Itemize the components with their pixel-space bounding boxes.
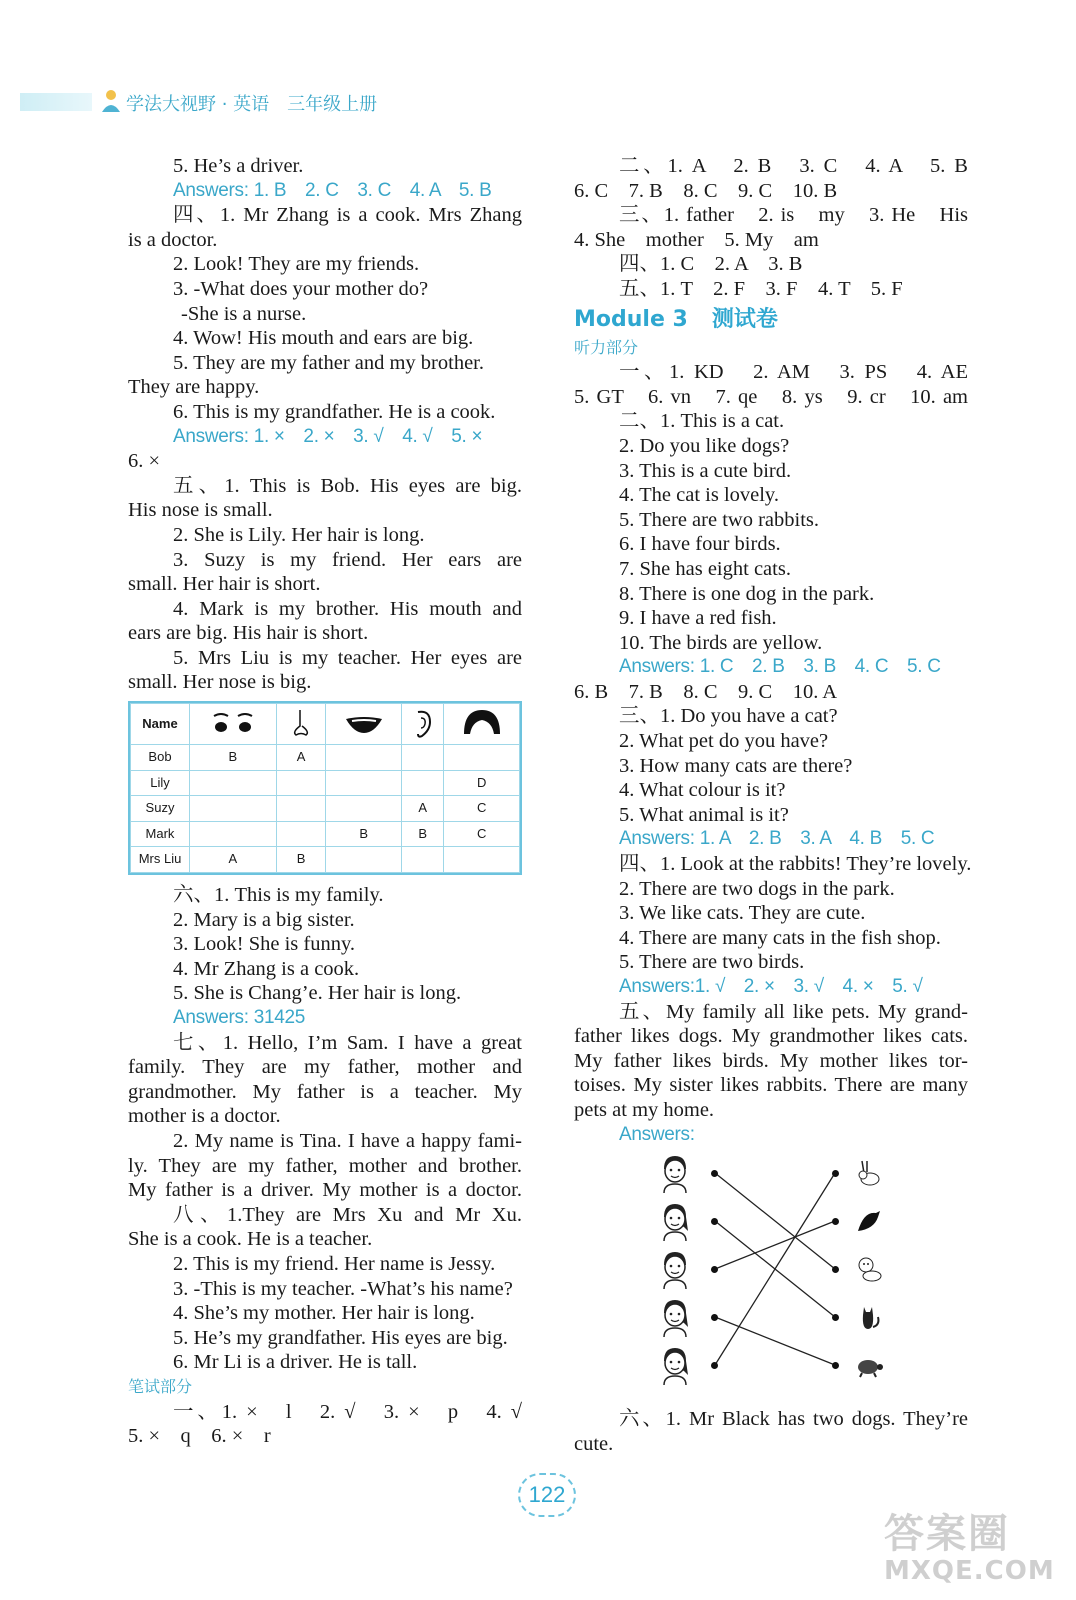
- matching-lines: [574, 1147, 968, 1407]
- watermark-logo: 答案圈 MXQE.COM: [884, 1511, 1055, 1586]
- answer-line: Answers: 31425: [173, 1007, 306, 1028]
- text-line: 3. This is a cute bird.: [619, 459, 792, 482]
- table-cell: [444, 745, 520, 771]
- page-number: 122: [518, 1473, 576, 1517]
- table-cell: D: [444, 770, 520, 796]
- eyes-icon: [190, 704, 277, 745]
- table-header-row: [131, 704, 520, 745]
- table-cell: [276, 821, 326, 847]
- answer-line: Answers:1. √ 2. × 3. √ 4. × 5. √: [619, 976, 923, 997]
- mother-face-icon: [658, 1297, 692, 1337]
- text-line: 三、1. father 2. is my 3. He His: [619, 204, 968, 227]
- table-cell: [401, 745, 443, 771]
- sister-face-icon: [658, 1345, 692, 1385]
- table-cell: A: [276, 745, 326, 771]
- table-cell: [190, 796, 277, 822]
- text-line: -She is a nurse.: [181, 302, 307, 325]
- row-name: Suzy: [131, 796, 190, 822]
- text-line: 2. What pet do you have?: [619, 730, 829, 753]
- text-line: 2. My name is Tina. I have a happy fami-: [173, 1129, 522, 1152]
- text-line: 三、1. Do you have a cat?: [619, 705, 838, 728]
- text-line: 二、1. This is a cat.: [619, 410, 785, 433]
- text-line: 5. Mrs Liu is my teacher. Her eyes are: [173, 646, 522, 669]
- hair-icon: [444, 704, 520, 745]
- text-line: 四、1. C 2. A 3. B: [619, 253, 803, 276]
- row-name: Mark: [131, 821, 190, 847]
- text-line: 四、1. Mr Zhang is a cook. Mrs Zhang: [173, 204, 522, 227]
- text-line: 4. She mother 5. My am: [574, 228, 819, 251]
- text-line: 六、1. Mr Black has two dogs. They’re: [619, 1408, 968, 1431]
- text-line: 4. Mark is my brother. His mouth and: [173, 597, 522, 620]
- tortoise-icon: [854, 1351, 884, 1379]
- table-row: [131, 745, 520, 771]
- text-line: 3. -This is my teacher. -What’s his name?: [173, 1277, 513, 1300]
- right-text-block-2: [574, 336, 972, 1148]
- table-row: [131, 821, 520, 847]
- text-line: 七、1. Hello, I’m Sam. I have a great: [173, 1031, 522, 1054]
- answer-line: Answers: 1. A 2. B 3. A 4. B 5. C: [619, 828, 935, 850]
- father-face-icon: [658, 1249, 692, 1289]
- text-line: She is a cook. He is a teacher.: [128, 1228, 373, 1251]
- text-line: 5. He’s my grandfather. His eyes are big.: [173, 1326, 508, 1349]
- text-line: grandmother. My father is a teacher. My: [128, 1080, 522, 1103]
- text-line: 2. There are two dogs in the park.: [619, 877, 895, 900]
- text-line: 一、1. KD 2. AM 3. PS 4. AE: [619, 361, 968, 384]
- left-column: [128, 154, 522, 1449]
- text-line: 3. We like cats. They are cute.: [619, 902, 866, 925]
- table-row: [131, 796, 520, 822]
- text-line: ly. They are my father, mother and brother.: [128, 1154, 522, 1177]
- text-line: 4. There are many cats in the fish shop.: [619, 926, 941, 949]
- text-line: 5. There are two birds.: [619, 951, 805, 974]
- text-line: 4. Mr Zhang is a cook.: [173, 957, 360, 980]
- text-line: 6. Mr Li is a driver. He is tall.: [173, 1351, 418, 1374]
- text-line: 四、1. Look at the rabbits! They’re lovely.: [619, 853, 972, 876]
- right-text-block: [574, 154, 968, 302]
- text-line: 8. There is one dog in the park.: [619, 582, 875, 605]
- text-line: is a doctor.: [128, 228, 218, 251]
- text-line: 6. C 7. B 8. C 9. C 10. B: [574, 179, 838, 202]
- text-line: 五、My family all like pets. My grand-: [619, 1000, 968, 1023]
- text-line: My father is a driver. My mother is a doctor.: [128, 1179, 522, 1202]
- text-line: 八、1.They are Mrs Xu and Mr Xu.: [173, 1203, 522, 1226]
- cat-icon: [854, 1303, 884, 1331]
- rabbit-icon: [854, 1159, 884, 1187]
- table-cell: [190, 770, 277, 796]
- text-line: 5. There are two rabbits.: [619, 508, 819, 531]
- text-line: They are happy.: [128, 376, 260, 399]
- row-name: Lily: [131, 770, 190, 796]
- text-line: 5. × q 6. × r: [128, 1425, 271, 1448]
- header-title: 学法大视野 · 英语 三年级上册: [126, 94, 378, 115]
- text-line: 6. This is my grandfather. He is a cook.: [173, 400, 496, 423]
- text-line: 3. Suzy is my friend. Her ears are: [173, 548, 522, 571]
- text-line: 3. -What does your mother do?: [173, 277, 429, 300]
- text-line: pets at my home.: [574, 1098, 715, 1121]
- text-line: 6. ×: [128, 450, 161, 473]
- text-line: mother is a doctor.: [128, 1105, 281, 1128]
- module-title: [574, 304, 968, 336]
- left-text-block-2: [128, 883, 522, 1449]
- table-cell: B: [276, 847, 326, 873]
- text-line: 4. The cat is lovely.: [619, 484, 779, 507]
- text-line: 5. They are my father and my brother.: [173, 351, 485, 374]
- match-line: [715, 1221, 835, 1269]
- section-heading: 笔试部分: [128, 1376, 193, 1396]
- table-cell: [401, 847, 443, 873]
- text-line: cute.: [574, 1432, 614, 1455]
- table-cell: A: [190, 847, 277, 873]
- text-line: 2. She is Lily. Her hair is long.: [173, 523, 425, 546]
- table-row: [131, 770, 520, 796]
- table-cell: [326, 847, 402, 873]
- mouth-icon: [326, 704, 402, 745]
- text-line: 5. What animal is it?: [619, 803, 789, 826]
- text-line: 6. I have four birds.: [619, 533, 781, 556]
- table-name-header: Name: [131, 704, 190, 745]
- grandmother-face-icon: [658, 1201, 692, 1241]
- right-text-block-3: [574, 1407, 968, 1456]
- table-cell: B: [190, 745, 277, 771]
- text-line: 5. GT 6. vn 7. qe 8. ys 9. cr 10. am: [574, 385, 968, 408]
- answer-line: Answers: 1. × 2. × 3. √ 4. √ 5. ×: [173, 425, 483, 447]
- module-name: Module 3: [574, 306, 688, 332]
- text-line: 3. How many cats are there?: [619, 754, 853, 777]
- answer-line: Answers: 1. B 2. C 3. C 4. A 5. B: [173, 179, 492, 201]
- text-line: 4. She’s my mother. Her hair is long.: [173, 1302, 475, 1325]
- text-line: 2. Look! They are my friends.: [173, 253, 420, 276]
- text-line: 6. B 7. B 8. C 9. C 10. A: [574, 680, 838, 703]
- text-line: father likes dogs. My grandmother likes cats.: [574, 1025, 968, 1048]
- answer-line: Answers:: [619, 1123, 695, 1145]
- match-line: [715, 1173, 835, 1365]
- table-cell: [326, 770, 402, 796]
- table-cell: [190, 821, 277, 847]
- nose-icon: [276, 704, 326, 745]
- match-line: [715, 1173, 835, 1269]
- matching-diagram: [574, 1147, 968, 1407]
- answer-line: Answers: 1. C 2. B 3. B 4. C 5. C: [619, 656, 941, 678]
- text-line: 二、1. A 2. B 3. C 4. A 5. B: [619, 155, 968, 177]
- header-decoration-bar: [20, 93, 92, 111]
- grandfather-face-icon: [658, 1153, 692, 1193]
- text-line: His nose is small.: [128, 499, 273, 522]
- module-label: 测试卷: [711, 306, 778, 332]
- table-cell: A: [401, 796, 443, 822]
- table-cell: [276, 796, 326, 822]
- features-table: [128, 701, 522, 875]
- text-line: 9. I have a red fish.: [619, 607, 777, 630]
- text-line: small. Her hair is short.: [128, 573, 321, 596]
- text-line: ears are big. His hair is short.: [128, 622, 369, 645]
- table-cell: [326, 745, 402, 771]
- section-heading: 听力部分: [574, 337, 639, 357]
- row-name: Bob: [131, 745, 190, 771]
- ear-icon: [401, 704, 443, 745]
- text-line: 10. The birds are yellow.: [619, 631, 823, 654]
- table-cell: B: [401, 821, 443, 847]
- text-line: family. They are my father, mother and: [128, 1056, 522, 1079]
- match-line: [715, 1317, 835, 1365]
- table-cell: [326, 796, 402, 822]
- text-line: 一、1. × l 2. √ 3. × p 4. √: [173, 1400, 522, 1423]
- text-line: 5. She is Chang’e. Her hair is long.: [173, 982, 462, 1005]
- text-line: toises. My sister likes rabbits. There are many: [574, 1074, 968, 1097]
- text-line: 六、1. This is my family.: [173, 884, 384, 907]
- table-cell: C: [444, 796, 520, 822]
- text-line: 五、1. This is Bob. His eyes are big.: [173, 474, 522, 497]
- table-row: [131, 847, 520, 873]
- text-line: 5. He’s a driver.: [173, 155, 304, 177]
- dog-icon: [854, 1255, 884, 1283]
- text-line: small. Her nose is big.: [128, 671, 312, 694]
- text-line: 7. She has eight cats.: [619, 557, 791, 580]
- text-line: 五、1. T 2. F 3. F 4. T 5. F: [619, 277, 903, 300]
- row-name: Mrs Liu: [131, 847, 190, 873]
- text-line: 3. Look! She is funny.: [173, 933, 356, 956]
- text-line: 4. Wow! His mouth and ears are big.: [173, 327, 474, 350]
- left-text-block: [128, 154, 522, 695]
- bird-icon: [854, 1207, 884, 1235]
- table-cell: [444, 847, 520, 873]
- person-icon: [100, 88, 122, 114]
- table-cell: B: [326, 821, 402, 847]
- text-line: 2. Mary is a big sister.: [173, 908, 355, 931]
- text-line: 2. Do you like dogs?: [619, 434, 790, 457]
- table-cell: C: [444, 821, 520, 847]
- right-column: [574, 154, 972, 1456]
- text-line: 2. This is my friend. Her name is Jessy.: [173, 1252, 496, 1275]
- table-cell: [276, 770, 326, 796]
- table-cell: [401, 770, 443, 796]
- text-line: My father likes birds. My mother likes tor-: [574, 1049, 968, 1072]
- text-line: 4. What colour is it?: [619, 779, 786, 802]
